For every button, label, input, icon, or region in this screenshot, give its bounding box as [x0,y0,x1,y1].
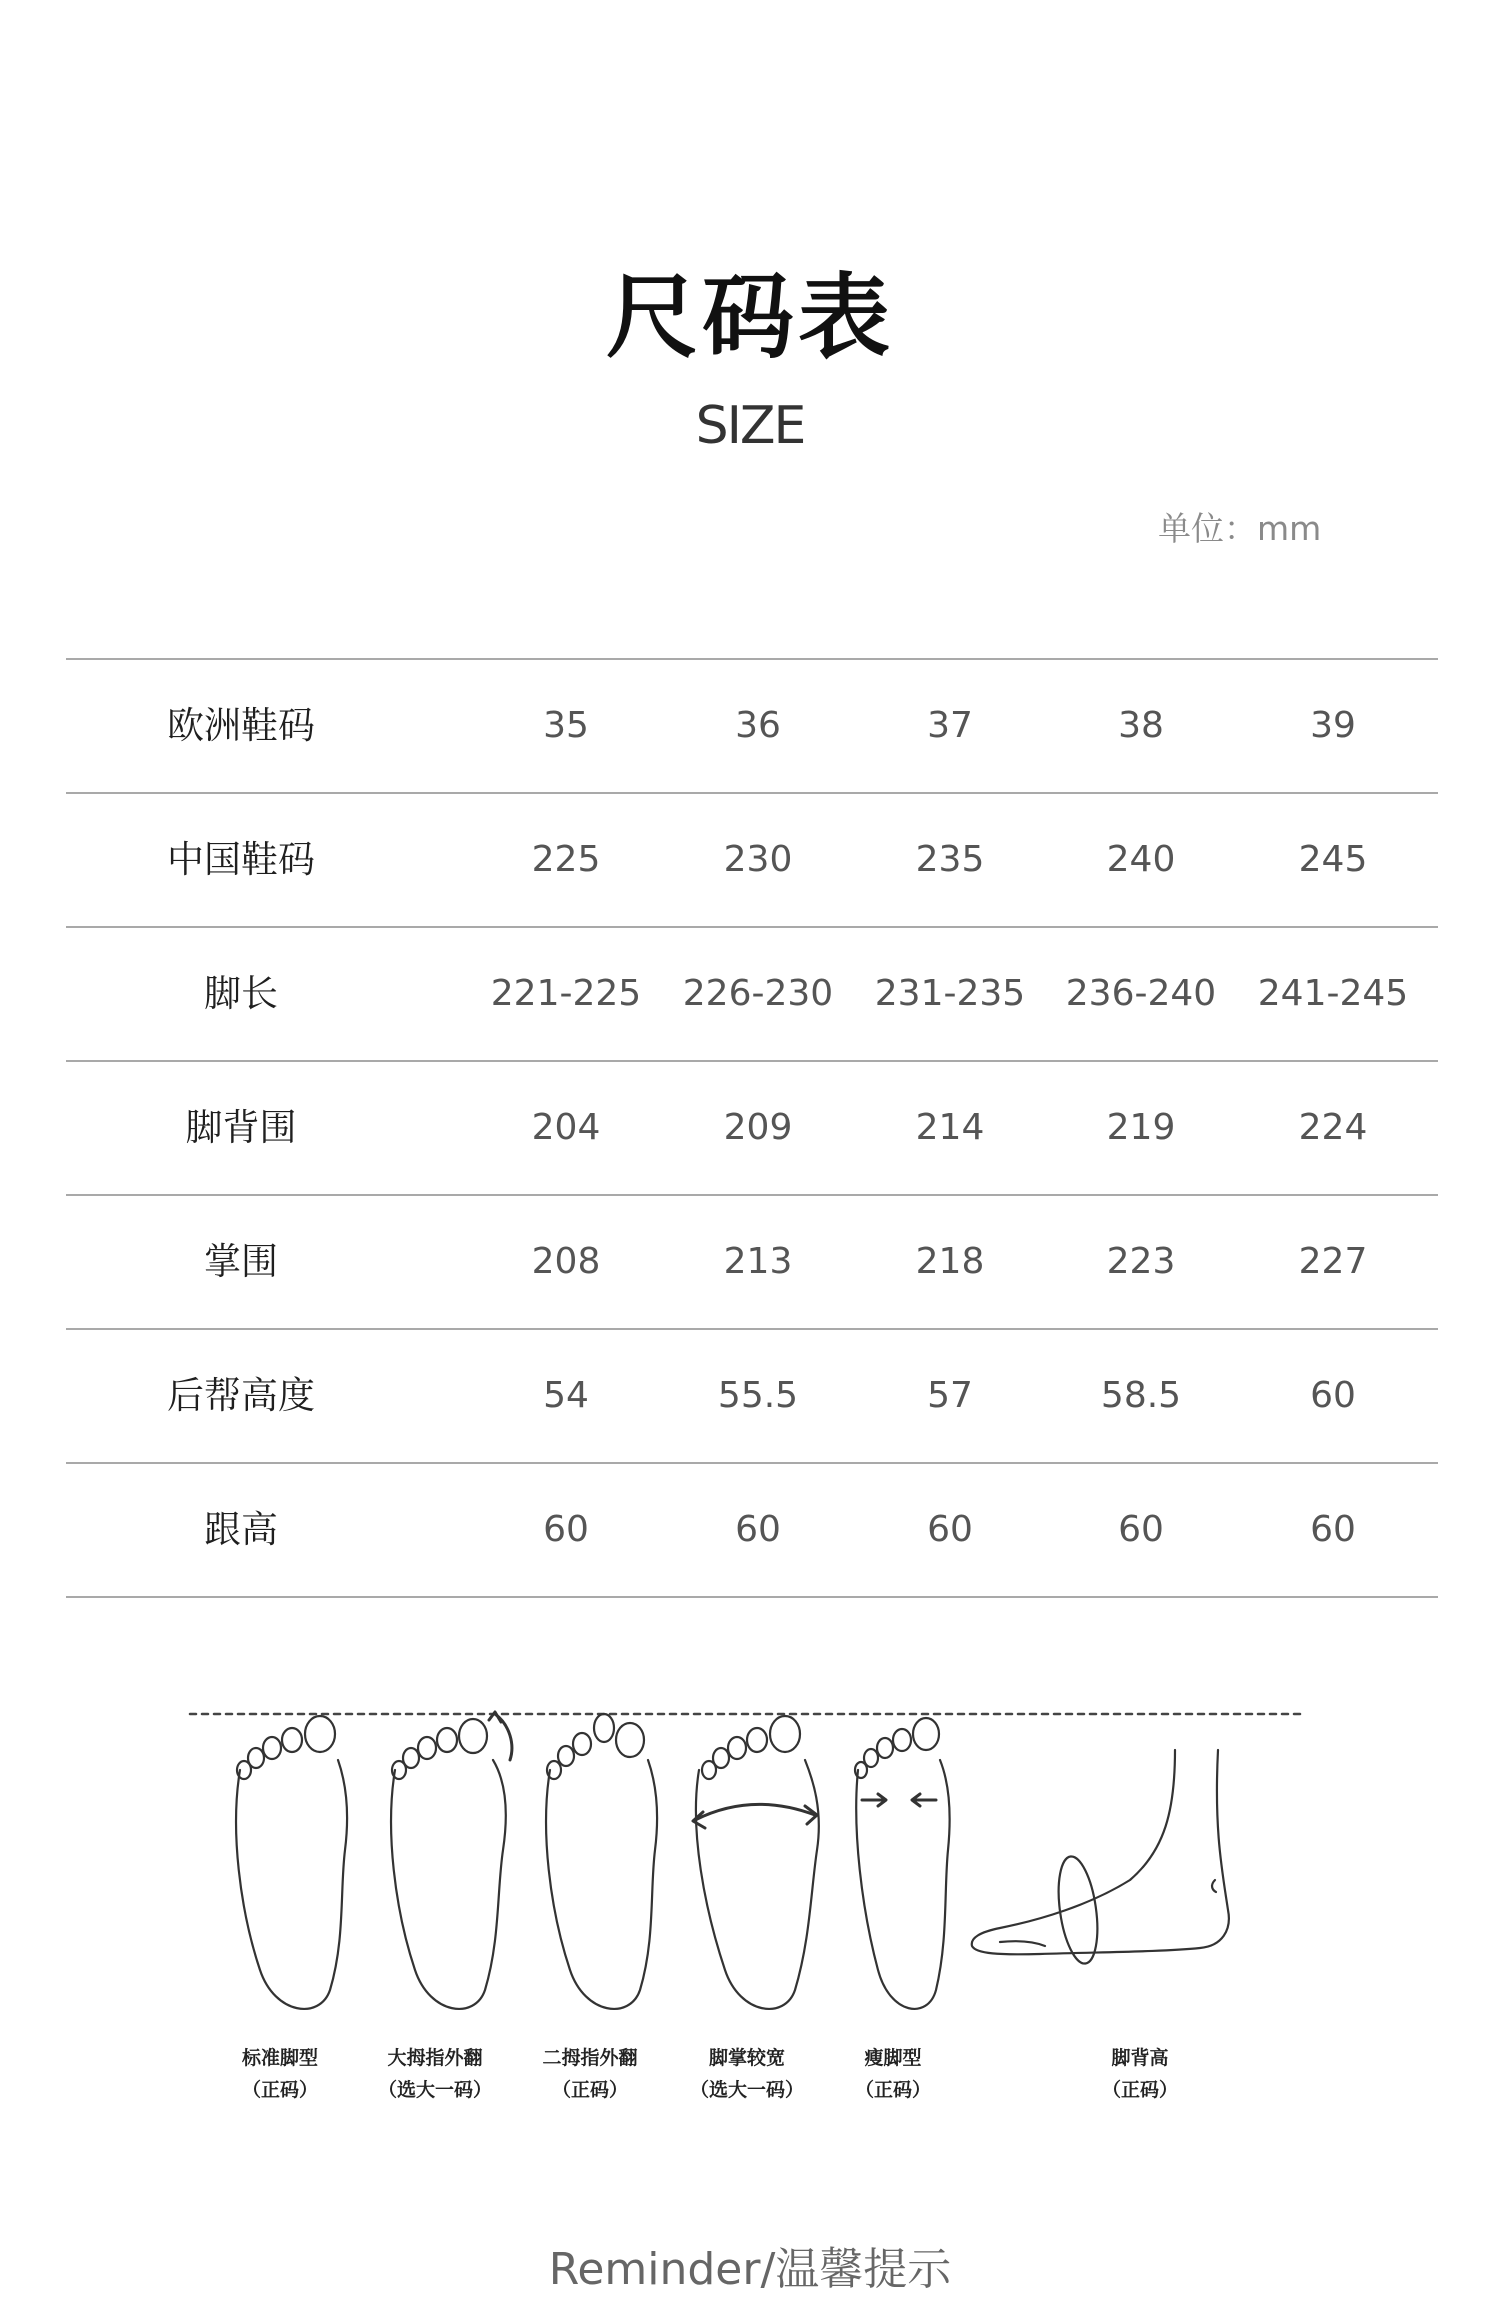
table-cell: 60 [1310,1375,1356,1416]
standard-foot-icon [236,1716,347,2009]
foot-label-wide: 脚掌较宽 （选大一码） [689,2047,804,2101]
page-subtitle: SIZE [695,396,805,456]
table-row [66,1330,1438,1464]
table-row [66,794,1438,928]
table-row [66,660,1438,794]
table-cell: 39 [1310,705,1356,746]
table-row [66,928,1438,1062]
table-cell: 219 [1106,1107,1176,1148]
table-cell: 36 [735,705,781,746]
table-cell: 221-225 [490,973,642,1014]
table-cell: 241-245 [1257,973,1409,1014]
row-header: 后帮高度 [167,1374,315,1417]
size-table [66,658,1438,1598]
table-cell: 60 [1118,1509,1164,1550]
table-cell: 230 [723,839,793,880]
table-cell: 54 [543,1375,589,1416]
table-cell: 35 [543,705,589,746]
unit-label: 单位：mm [1158,509,1322,548]
table-cell: 60 [1310,1509,1356,1550]
table-cell: 204 [531,1107,601,1148]
table-cell: 231-235 [874,973,1026,1014]
table-cell: 240 [1106,839,1176,880]
foot-label-bunion: 大拇指外翻 （选大一码） [377,2047,492,2101]
high-instep-foot-icon [972,1750,1229,1966]
table-row [66,1464,1438,1598]
table-cell: 60 [927,1509,973,1550]
row-header: 中国鞋码 [167,838,315,881]
table-cell: 208 [531,1241,601,1282]
table-row [66,1196,1438,1330]
slim-foot-icon [855,1718,950,2009]
page-title: 尺码表 [605,264,894,371]
table-cell: 55.5 [717,1375,799,1416]
foot-label-second-toe: 二拇指外翻 （正码） [542,2047,638,2101]
table-cell: 60 [543,1509,589,1550]
table-cell: 209 [723,1107,793,1148]
second-toe-foot-icon [546,1714,657,2009]
row-header: 欧洲鞋码 [167,704,315,747]
table-cell: 236-240 [1065,973,1217,1014]
table-cell: 38 [1118,705,1164,746]
reminder-heading: Reminder/温馨提示 [548,2244,952,2295]
foot-label-slim: 瘦脚型 （正码） [854,2047,931,2101]
row-header: 脚背围 [185,1106,297,1149]
table-cell: 57 [927,1375,973,1416]
foot-label-standard: 标准脚型 （正码） [241,2047,318,2101]
table-cell: 213 [723,1241,793,1282]
foot-illustrations [0,1690,1500,2050]
bunion-foot-icon [391,1712,512,2009]
table-cell: 245 [1298,839,1368,880]
table-cell: 60 [735,1509,781,1550]
table-cell: 226-230 [682,973,834,1014]
table-cell: 218 [915,1241,985,1282]
table-cell: 224 [1298,1107,1368,1148]
table-cell: 58.5 [1100,1375,1182,1416]
table-cell: 227 [1298,1241,1368,1282]
table-cell: 37 [927,705,973,746]
foot-label-high-instep: 脚背高 （正码） [1101,2047,1178,2101]
row-header: 脚长 [204,972,278,1015]
table-cell: 235 [915,839,985,880]
table-cell: 225 [531,839,601,880]
wide-foot-icon [693,1716,819,2009]
row-header: 掌围 [204,1240,278,1283]
row-header: 跟高 [204,1508,278,1551]
table-cell: 214 [915,1107,985,1148]
foot-type-diagram [0,1690,1500,2130]
table-row [66,1062,1438,1196]
table-cell: 223 [1106,1241,1176,1282]
